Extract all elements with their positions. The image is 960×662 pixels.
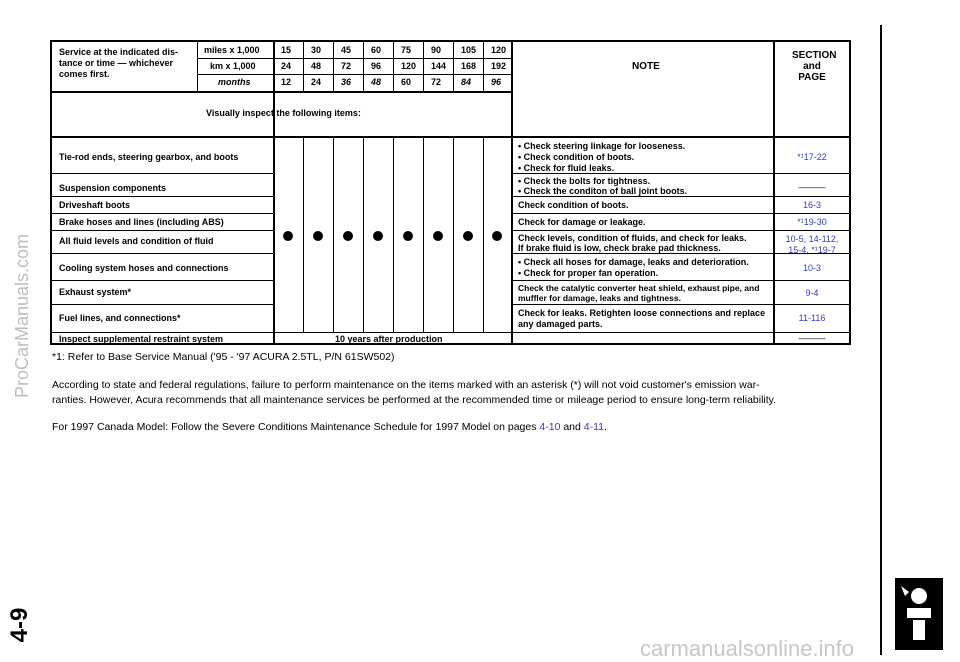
- ref-srs: ———: [798, 333, 826, 343]
- item-label-cooling: Cooling system hoses and connections: [59, 263, 229, 273]
- page-number: 4-9: [6, 607, 33, 643]
- interval-km-5: 144: [431, 61, 447, 71]
- ref-exhaust[interactable]: 9-4: [805, 288, 819, 298]
- section-header-3: PAGE: [798, 72, 826, 83]
- note-fluid-2: If brake fluid is low, check brake pad thickness.: [518, 243, 721, 253]
- visual-inspect-heading: Visually inspect the following items:: [206, 108, 361, 118]
- km-label: km x 1,000: [210, 61, 256, 71]
- interval-months-7: 96: [491, 77, 502, 87]
- ref-brake-hoses[interactable]: *¹19-30: [797, 217, 827, 227]
- paragraph-emission-line1: According to state and federal regulations, failure to perform maintenance on the items marked with an asterisk (*) will not void customer's emission war-: [52, 379, 760, 391]
- interval-dot-120: [492, 231, 502, 241]
- col-divider-note: [511, 42, 513, 345]
- months-label: months: [218, 77, 251, 87]
- note-brake-hoses: Check for damage or leakage.: [518, 217, 646, 227]
- note-driveshaft: Check condition of boots.: [518, 200, 629, 210]
- note-header: NOTE: [632, 61, 660, 72]
- paragraph-canada: [52, 420, 607, 435]
- item-label-fuel-lines: Fuel lines, and connections*: [59, 313, 181, 323]
- canada-and: and: [560, 421, 584, 433]
- section-header-1: SECTION: [792, 50, 837, 61]
- interval-km-4: 120: [401, 61, 417, 71]
- note-fluid-1: Check levels, condition of fluids, and check for leaks.: [518, 233, 747, 243]
- link-page-4-11[interactable]: 4-11: [583, 421, 605, 433]
- side-watermark: ProCarManuals.com: [12, 233, 32, 399]
- item-label-srs: Inspect supplemental restraint system: [59, 334, 224, 344]
- note-suspension-1: • Check the bolts for tightness.: [518, 176, 651, 186]
- ten-years-text: 10 years after production: [335, 334, 443, 344]
- col-divider-section: [773, 42, 775, 345]
- service-header-line2: tance or time — whichever: [59, 58, 174, 68]
- ref-fuel-lines[interactable]: 11-116: [798, 313, 826, 323]
- item-label-tie-rod: Tie-rod ends, steering gearbox, and boots: [59, 152, 239, 162]
- col-divider-interval: [273, 42, 275, 345]
- interval-months-3: 48: [371, 77, 382, 87]
- ref-tie-rod[interactable]: *¹17-22: [797, 152, 827, 162]
- item-label-driveshaft: Driveshaft boots: [59, 200, 131, 210]
- interval-dot-75: [403, 231, 413, 241]
- item-label-fluid-levels: All fluid levels and condition of fluid: [59, 236, 214, 246]
- note-suspension-2: • Check the conditon of ball joint boots.: [518, 186, 688, 196]
- interval-km-2: 72: [341, 61, 352, 71]
- interval-dot-30: [313, 231, 323, 241]
- interval-dot-105: [463, 231, 473, 241]
- paragraph-emission-line2: ranties. However, Acura recommends that all maintenance services be performed at the recommended time or mileage period to ensure long-term reliability.: [52, 394, 777, 406]
- note-tie-rod-2: • Check condition of boots.: [518, 152, 635, 162]
- note-fuel-2: any damaged parts.: [518, 319, 603, 329]
- interval-miles-3: 60: [371, 45, 382, 55]
- interval-dot-15: [283, 231, 293, 241]
- maintenance-schedule-table: [50, 40, 851, 345]
- note-cooling-1: • Check all hoses for damage, leaks and deterioration.: [518, 257, 749, 267]
- ref-suspension: ———: [798, 182, 826, 192]
- interval-months-4: 60: [401, 77, 412, 87]
- right-margin-rule: [880, 25, 882, 655]
- ref-fluid-levels[interactable]: [773, 234, 851, 256]
- item-label-exhaust: Exhaust system*: [59, 287, 132, 297]
- interval-km-0: 24: [281, 61, 292, 71]
- interval-months-0: 12: [281, 77, 292, 87]
- canada-text: For 1997 Canada Model: Follow the Severe Conditions Maintenance Schedule for 1997 Model on pages: [52, 421, 540, 433]
- interval-months-5: 72: [431, 77, 442, 87]
- note-tie-rod-1: • Check steering linkage for looseness.: [518, 141, 686, 151]
- canada-end: .: [604, 421, 607, 433]
- interval-miles-6: 105: [461, 45, 477, 55]
- interval-km-1: 48: [311, 61, 322, 71]
- ref-driveshaft[interactable]: 16-3: [802, 200, 821, 210]
- interval-months-1: 24: [311, 77, 322, 87]
- ref-fluid-line-1[interactable]: 15-4, *¹19-7: [788, 245, 836, 255]
- service-header-line1: Service at the indicated dis-: [59, 47, 179, 57]
- note-exhaust-1: Check the catalytic converter heat shield, exhaust pipe, and: [518, 283, 760, 293]
- interval-miles-4: 75: [401, 45, 412, 55]
- ref-fluid-line-0[interactable]: 10-5, 14-112,: [785, 234, 839, 244]
- interval-km-6: 168: [461, 61, 477, 71]
- interval-months-6: 84: [461, 77, 472, 87]
- link-page-4-10[interactable]: 4-10: [539, 421, 561, 433]
- interval-miles-1: 30: [311, 45, 322, 55]
- miles-label: miles x 1,000: [204, 45, 260, 55]
- interval-miles-0: 15: [281, 45, 292, 55]
- note-cooling-2: • Check for proper fan operation.: [518, 268, 659, 278]
- interval-km-3: 96: [371, 61, 382, 71]
- service-header-line3: comes first.: [59, 69, 110, 79]
- interval-dot-45: [343, 231, 353, 241]
- interval-miles-5: 90: [431, 45, 442, 55]
- note-tie-rod-3: • Check for fluid leaks.: [518, 163, 615, 173]
- interval-dot-90: [433, 231, 443, 241]
- bottom-watermark: carmanualsonline.info: [640, 636, 855, 661]
- section-header-2: and: [803, 61, 821, 72]
- interval-miles-7: 120: [491, 45, 507, 55]
- note-fuel-1: Check for leaks. Retighten loose connections and replace: [518, 308, 766, 318]
- note-exhaust-2: muffler for damage, leaks and tightness.: [518, 293, 681, 303]
- item-label-suspension: Suspension components: [59, 183, 167, 193]
- footnote: *1: Refer to Base Service Manual ('95 - '97 ACURA 2.5TL, P/N 61SW502): [52, 351, 395, 363]
- interval-km-7: 192: [491, 61, 507, 71]
- ref-cooling[interactable]: 10-3: [802, 263, 821, 273]
- interval-months-2: 36: [341, 77, 352, 87]
- interval-miles-2: 45: [341, 45, 352, 55]
- interval-dot-60: [373, 231, 383, 241]
- item-label-brake-hoses: Brake hoses and lines (including ABS): [59, 217, 224, 227]
